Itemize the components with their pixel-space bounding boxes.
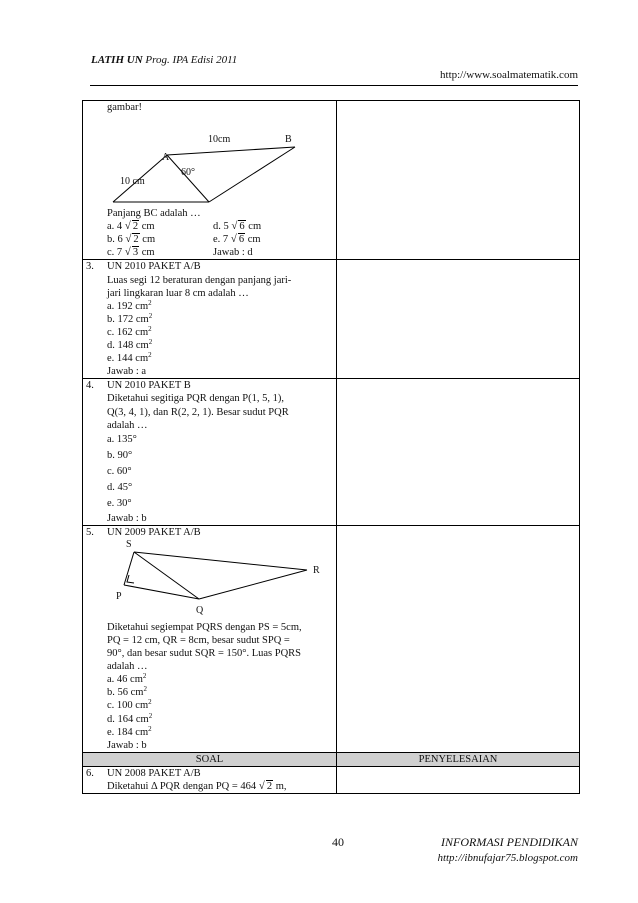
- q5-side-sr: [134, 552, 307, 570]
- question-cell-4: [83, 379, 337, 525]
- q4-source: UN 2010 PAKET B: [107, 380, 191, 392]
- q2-option-a[interactable]: a. 4 √ 2 cm: [107, 220, 155, 233]
- header-title-bold: LATIH UN: [91, 54, 143, 66]
- header-divider: [90, 85, 578, 86]
- q5-text-3: 90°, dan besar sudut SQR = 150°. Luas PQRS: [107, 648, 301, 660]
- q5-option-c[interactable]: c. 100 $cm^2$: [107, 698, 152, 712]
- q3-text-1: Luas segi 12 beraturan dengan panjang jari-: [107, 274, 292, 286]
- q2-answer: Jawab : d: [213, 247, 253, 259]
- q2-option-d[interactable]: d. 5 √ 6 cm: [213, 220, 262, 233]
- solution-cell-3[interactable]: [337, 260, 580, 379]
- header-title-rest: Prog. IPA Edisi 2011: [142, 54, 238, 66]
- question-cell-3: [83, 260, 337, 379]
- question-cell-2: [83, 101, 337, 260]
- q2-option-c[interactable]: c. 7 √ 3 cm: [107, 246, 155, 259]
- question-row-6: [83, 766, 580, 793]
- q5-text-4: adalah …: [107, 661, 148, 673]
- q2-label-angle-a: 60°: [181, 167, 195, 179]
- q2-options-row-3: [83, 246, 336, 259]
- q6-number: 6.: [86, 767, 94, 779]
- q4-option-a[interactable]: a. 135°: [107, 433, 137, 445]
- q5-answer: Jawab : b: [107, 739, 147, 751]
- q5-side-rq: [199, 570, 307, 599]
- q5-side-ps: [124, 552, 134, 585]
- q5-number: 5.: [86, 526, 94, 538]
- question-cell-6: [83, 766, 337, 793]
- q5-option-b[interactable]: b. 56 $cm^2$: [107, 685, 147, 699]
- q5-option-e[interactable]: e. 184 $cm^2$: [107, 724, 152, 738]
- q2-diagonal-ac: [167, 155, 209, 202]
- question-row-5: [83, 525, 580, 752]
- footer-info: INFORMASI PENDIDIKAN: [441, 835, 578, 849]
- footer-blog-url[interactable]: http://ibnufajar75.blogspot.com: [437, 852, 578, 864]
- q2-options-row-2: [83, 233, 336, 246]
- q2-label-b: B: [285, 134, 292, 146]
- q2-label-a: A: [162, 152, 170, 164]
- q4-text-2: Q(3, 4, 1), dan R(2, 2, 1). Besar sudut PQR: [107, 406, 289, 418]
- q3-option-a[interactable]: a. 192 $cm^2$: [107, 298, 152, 312]
- q2-option-b[interactable]: b. 6 √ 2 cm: [107, 233, 156, 246]
- q5-text-2: PQ = 12 cm, QR = 8cm, besar sudut SPQ =: [107, 634, 290, 646]
- q2-option-e[interactable]: e. 7 √ 6 cm: [213, 233, 261, 246]
- q6-source: UN 2008 PAKET A/B: [107, 767, 201, 779]
- q3-option-c[interactable]: c. 162 $cm^2$: [107, 324, 152, 338]
- q4-option-c[interactable]: c. 60°: [107, 465, 132, 477]
- table-header-row: [83, 752, 580, 766]
- q4-text-1: Diketahui segitiga PQR dengan P(1, 5, 1),: [107, 393, 285, 405]
- q5-label-p: P: [116, 590, 122, 602]
- q2-label-side-left: 10 cm: [120, 176, 145, 188]
- q5-label-q: Q: [196, 604, 204, 616]
- q5-side-pq: [124, 585, 199, 599]
- question-row-4: [83, 379, 580, 525]
- header-url[interactable]: http://www.soalmatematik.com: [440, 69, 578, 81]
- q4-answer: Jawab : b: [107, 512, 147, 524]
- q2-intro: gambar!: [107, 102, 142, 113]
- q2-options-row-1: [83, 220, 336, 233]
- q4-option-d[interactable]: d. 45°: [107, 481, 133, 493]
- q3-option-e[interactable]: e. 144 $cm^2$: [107, 351, 152, 365]
- solution-cell-4[interactable]: [337, 379, 580, 525]
- q2-figure: [83, 114, 336, 206]
- solution-cell-6[interactable]: [337, 766, 580, 793]
- q3-answer: Jawab : a: [107, 366, 147, 378]
- question-table: [82, 100, 580, 794]
- q5-label-s: S: [126, 538, 132, 550]
- q5-figure: [83, 539, 336, 621]
- question-row-2: [83, 101, 580, 260]
- q3-text-2: jari lingkaran luar 8 cm adalah …: [107, 287, 249, 299]
- q4-text-3: adalah …: [107, 419, 148, 431]
- header-title: [91, 54, 237, 66]
- q5-text-1: Diketahui segiempat PQRS dengan PS = 5cm,: [107, 621, 302, 633]
- q4-option-b[interactable]: b. 90°: [107, 449, 133, 461]
- q4-number: 4.: [86, 380, 94, 392]
- solution-cell-2[interactable]: [337, 101, 580, 260]
- question-cell-5: [83, 525, 337, 752]
- q5-label-r: R: [313, 564, 320, 576]
- page-number: 40: [332, 835, 344, 849]
- q5-option-d[interactable]: d. 164 $cm^2$: [107, 711, 153, 725]
- solution-cell-5[interactable]: [337, 525, 580, 752]
- question-row-3: [83, 260, 580, 379]
- q4-option-e[interactable]: e. 30°: [107, 497, 132, 509]
- q5-diagonal-sq: [134, 552, 199, 599]
- q5-right-angle-mark: [127, 575, 134, 583]
- q6-text: Diketahui Δ PQR dengan PQ = 464 √ 2 m,: [107, 780, 287, 792]
- q2-question: Panjang BC adalah …: [107, 208, 201, 220]
- q2-side-ab: [167, 147, 295, 155]
- q3-source: UN 2010 PAKET A/B: [107, 261, 201, 273]
- q5-source: UN 2009 PAKET A/B: [107, 526, 201, 538]
- q3-number: 3.: [86, 261, 94, 273]
- q3-option-d[interactable]: d. 148 $cm^2$: [107, 338, 153, 352]
- q3-option-b[interactable]: b. 172 $cm^2$: [107, 311, 153, 325]
- column-header-penyelesaian: PENYELESAIAN: [337, 752, 580, 766]
- q2-side-bc: [209, 147, 295, 202]
- column-header-soal: SOAL: [83, 752, 337, 766]
- q2-label-top: 10cm: [208, 134, 231, 146]
- q5-option-a[interactable]: a. 46 $cm^2$: [107, 672, 147, 686]
